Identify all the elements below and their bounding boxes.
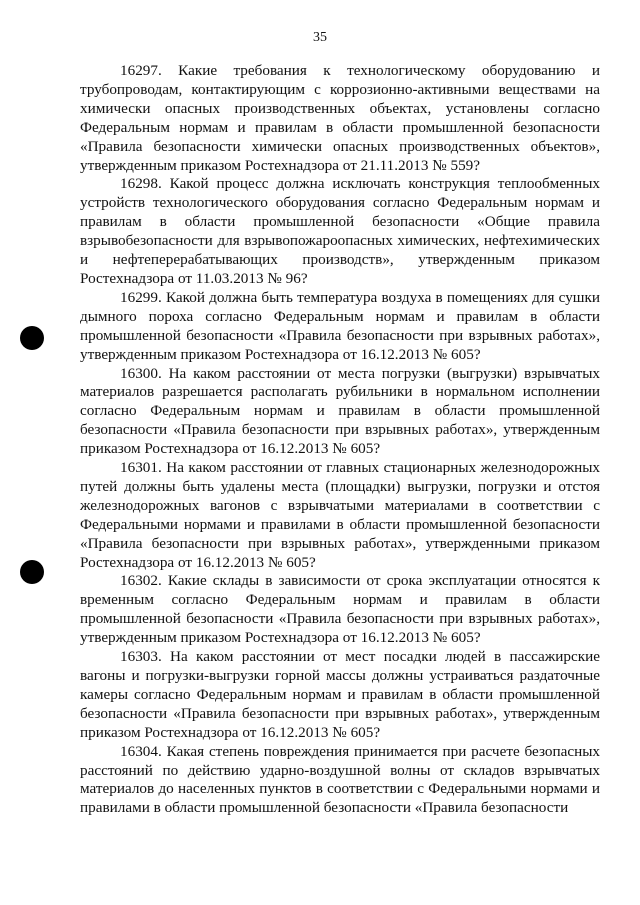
question-16297: 16297. Какие требования к технологическому оборудованию и трубопроводам, контактирующим с коррозионно-активными веществами на химически опасных производственных объектах, установлены согласно Федеральным нормам и правилам в области промышленной безопасности «Правила безопасности химически опасных производственных объектов», утвержденным приказом Ростехнадзора от 21.11.2013 № 559?	[80, 62, 600, 174]
question-16302: 16302. Какие склады в зависимости от срока эксплуатации относятся к временным согласно Федеральным нормам и правилам в области промышленной безопасности «Правила безопасности при взрывных работах», утвержденным приказом Ростехнадзора от 16.12.2013 № 605?	[80, 572, 600, 647]
question-16298: 16298. Какой процесс должна исключать конструкция теплообменных устройств технологического оборудования согласно Федеральным нормам и правилам в области промышленной безопасности «Общие правила взрывобезопасности для взрывопожароопасных химических, нефтехимических и нефтеперерабатывающих производств», утвержденным приказом Ростехнадзора от 11.03.2013 № 96?	[80, 175, 600, 287]
question-16301: 16301. На каком расстоянии от главных стационарных железнодорожных путей должны быть удалены места (площадки) выгрузки, погрузки и отстоя железнодорожных вагонов с взрывчатыми материалами в соответствии с Федеральными нормами и правилами в области промышленной безопасности «Правила безопасности при взрывных работах», утвержденными приказом Ростехнадзора от 16.12.2013 № 605?	[80, 459, 600, 571]
page-number: 35	[313, 30, 327, 45]
question-16300: 16300. На каком расстоянии от места погрузки (выгрузки) взрывчатых материалов разрешается располагать рубильники в нормальном исполнении согласно Федеральным нормам и правилам в области промышленной безопасности «Правила безопасности при взрывных работах», утвержденным приказом Ростехнадзора от 16.12.2013 № 605?	[80, 364, 600, 458]
question-16299: 16299. Какой должна быть температура воздуха в помещениях для сушки дымного пороха согласно Федеральным нормам и правилам в области промышленной безопасности «Правила безопасности при взрывных работах», утвержденным приказом Ростехнадзора от 16.12.2013 № 605?	[80, 288, 600, 363]
document-body	[80, 62, 600, 818]
question-16303: 16303. На каком расстоянии от мест посадки людей в пассажирские вагоны и погрузки-выгрузки горной массы должны устраиваться раздаточные камеры согласно Федеральным нормам и правилам в области промышленной безопасности «Правила безопасности при взрывных работах», утвержденным приказом Ростехнадзора от 16.12.2013 № 605?	[80, 648, 600, 741]
punch-hole	[20, 560, 44, 584]
punch-hole	[20, 326, 44, 350]
question-16304: 16304. Какая степень повреждения принимается при расчете безопасных расстояний по действию ударно-воздушной волны от складов взрывчатых материалов до населенных пунктов в соответствии с Федеральными нормами и правилами в области промышленной безопасности «Правила безопасности	[80, 742, 600, 817]
